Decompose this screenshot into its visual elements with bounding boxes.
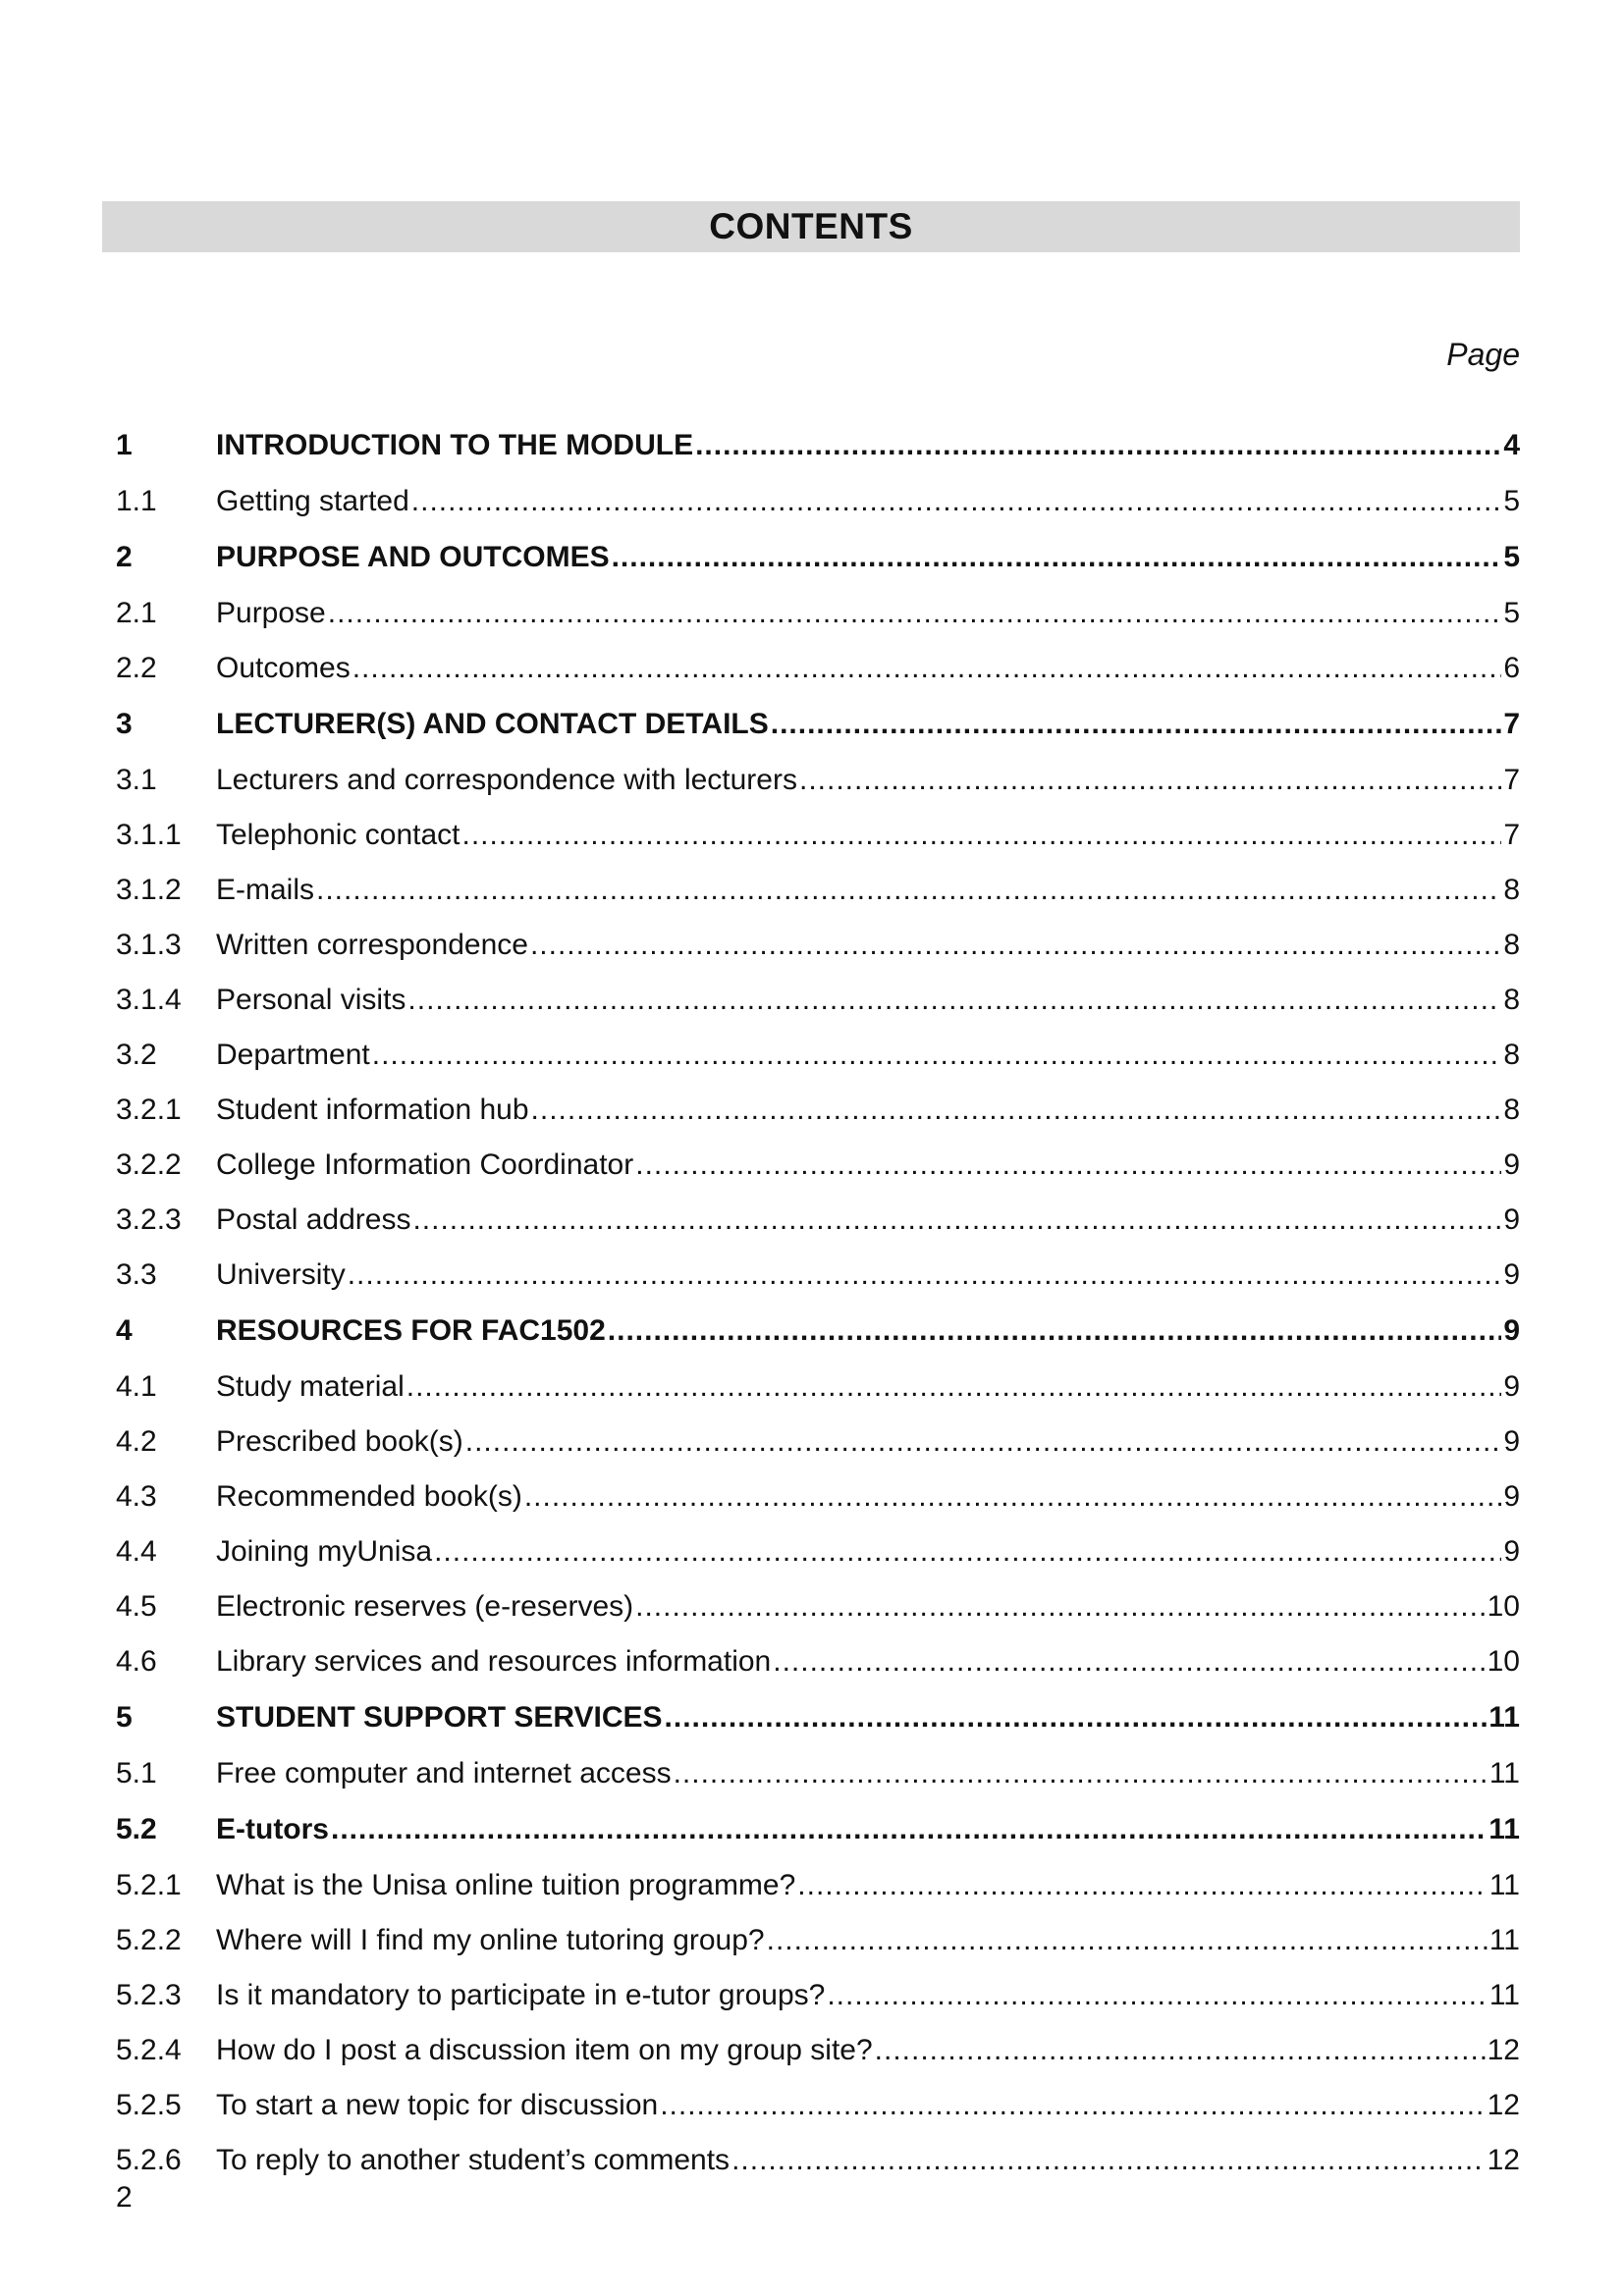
toc-section-number: 3.2.3	[116, 1203, 182, 1236]
toc-section-number: 5.2.2	[116, 1924, 182, 1956]
toc-section-title: Student information hub	[216, 1094, 529, 1126]
toc-page-number: 11	[1489, 1701, 1520, 1734]
toc-dot-leader	[771, 708, 1502, 741]
toc-entry-line	[216, 1148, 1520, 1182]
toc-section-title: Department	[216, 1039, 370, 1071]
toc-entry-line	[216, 652, 1520, 685]
toc-entry-line	[216, 1979, 1520, 2012]
toc-dot-leader	[635, 1590, 1486, 1624]
toc-entry-line	[216, 1590, 1520, 1624]
toc-entry-line	[216, 1425, 1520, 1459]
toc-dot-leader	[348, 1258, 1502, 1292]
toc-entry[interactable]	[116, 1360, 1520, 1415]
toc-section-number: 2	[116, 541, 133, 573]
toc-dot-leader	[635, 1148, 1501, 1182]
toc-entry[interactable]	[116, 474, 1520, 529]
contents-banner	[102, 201, 1520, 252]
toc-page-number: 11	[1489, 1813, 1520, 1845]
toc-entry[interactable]	[116, 1689, 1520, 1746]
toc-dot-leader	[695, 429, 1501, 462]
toc-section-title: What is the Unisa online tuition programme?	[216, 1869, 796, 1901]
toc-section-number: 3.2	[116, 1039, 157, 1071]
toc-page-number: 9	[1503, 1480, 1520, 1513]
toc-section-number: 3	[116, 708, 133, 740]
toc-section-title: College Information Coordinator	[216, 1148, 634, 1181]
toc-entry[interactable]	[116, 1634, 1520, 1689]
toc-dot-leader	[465, 1425, 1502, 1459]
toc-entry[interactable]	[116, 918, 1520, 973]
toc-entry[interactable]	[116, 1138, 1520, 1193]
toc-entry[interactable]	[116, 1469, 1520, 1524]
toc-section-title: E-tutors	[216, 1813, 329, 1845]
toc-section-number: 5.1	[116, 1757, 157, 1789]
toc-dot-leader	[531, 1094, 1502, 1127]
toc-section-title: Prescribed book(s)	[216, 1425, 463, 1458]
toc-section-title: To start a new topic for discussion	[216, 2089, 659, 2121]
toc-section-title: LECTURER(S) AND CONTACT DETAILS	[216, 708, 769, 740]
toc-entry-line	[216, 1480, 1520, 1514]
toc-page-number: 12	[1487, 2089, 1520, 2121]
toc-section-title: Study material	[216, 1370, 405, 1403]
toc-section-title: University	[216, 1258, 346, 1291]
toc-entry-line	[216, 1094, 1520, 1127]
toc-entry[interactable]	[116, 1746, 1520, 1801]
toc-entry-line	[216, 429, 1520, 462]
toc-entry-line	[216, 1813, 1520, 1846]
toc-section-title: How do I post a discussion item on my group site?	[216, 2034, 873, 2066]
toc-section-number: 3.1	[116, 764, 157, 796]
toc-page-number: 12	[1487, 2034, 1520, 2066]
toc-page-number: 7	[1503, 708, 1520, 740]
toc-entry-line	[216, 819, 1520, 852]
toc-page-number: 11	[1489, 1979, 1520, 2011]
toc-section-title: Telephonic contact	[216, 819, 460, 851]
toc-section-number: 3.1.4	[116, 984, 182, 1016]
toc-dot-leader	[797, 1869, 1488, 1902]
toc-section-number: 3.3	[116, 1258, 157, 1291]
toc-entry[interactable]	[116, 2078, 1520, 2133]
toc-section-title: E-mails	[216, 874, 315, 906]
toc-section-title: INTRODUCTION TO THE MODULE	[216, 429, 694, 461]
toc-section-number: 2.2	[116, 652, 157, 684]
toc-entry[interactable]	[116, 808, 1520, 863]
toc-dot-leader	[875, 2034, 1486, 2067]
toc-entry[interactable]	[116, 1083, 1520, 1138]
toc-entry-line	[216, 1869, 1520, 1902]
toc-section-number: 4	[116, 1314, 133, 1347]
toc-dot-leader	[462, 819, 1502, 852]
toc-page-number: 8	[1503, 1039, 1520, 1071]
toc-entry-line	[216, 1701, 1520, 1735]
toc-page-number: 11	[1489, 1757, 1520, 1789]
toc-section-number: 5.2.5	[116, 2089, 182, 2121]
toc-dot-leader	[767, 1924, 1488, 1957]
toc-dot-leader	[530, 929, 1501, 962]
toc-page-number: 5	[1503, 541, 1520, 573]
toc-entry[interactable]	[116, 1968, 1520, 2023]
toc-dot-leader	[608, 1314, 1502, 1348]
toc-section-title: Outcomes	[216, 652, 351, 684]
toc-section-number: 5.2.3	[116, 1979, 182, 2011]
toc-page-number: 10	[1487, 1645, 1520, 1678]
toc-section-number: 4.2	[116, 1425, 157, 1458]
toc-page-number: 7	[1503, 764, 1520, 796]
toc-entry-line	[216, 1757, 1520, 1790]
toc-section-title: Free computer and internet access	[216, 1757, 672, 1789]
toc-section-number: 5.2.1	[116, 1869, 182, 1901]
toc-entry[interactable]	[116, 641, 1520, 696]
toc-section-number: 3.1.1	[116, 819, 182, 851]
toc-section-title: Library services and resources information	[216, 1645, 772, 1678]
toc-section-number: 3.1.3	[116, 929, 182, 961]
toc-section-title: Is it mandatory to participate in e-tutor groups?	[216, 1979, 826, 2011]
toc-page-number: 9	[1503, 1203, 1520, 1236]
toc-dot-leader	[524, 1480, 1502, 1514]
toc-page-number: 12	[1487, 2144, 1520, 2176]
toc-entry[interactable]	[116, 1524, 1520, 1579]
toc-section-number: 4.3	[116, 1480, 157, 1513]
toc-entry[interactable]	[116, 1579, 1520, 1634]
toc-entry-line	[216, 2034, 1520, 2067]
toc-entry-line	[216, 1314, 1520, 1348]
toc-entry[interactable]	[116, 696, 1520, 753]
toc-page-number: 9	[1503, 1535, 1520, 1568]
toc-entry[interactable]	[116, 529, 1520, 586]
toc-section-number: 3.1.2	[116, 874, 182, 906]
toc-section-number: 4.4	[116, 1535, 157, 1568]
toc-entry-line	[216, 984, 1520, 1017]
page-number: 2	[116, 2181, 133, 2214]
toc-entry[interactable]	[116, 1801, 1520, 1858]
toc-dot-leader	[434, 1535, 1501, 1569]
toc-entry[interactable]	[116, 1303, 1520, 1360]
toc-section-number: 1.1	[116, 485, 157, 517]
toc-section-title: Electronic reserves (e-reserves)	[216, 1590, 634, 1623]
toc-section-number: 2.1	[116, 597, 157, 629]
toc-page-number: 9	[1503, 1314, 1520, 1347]
toc-section-number: 5.2.6	[116, 2144, 182, 2176]
toc-section-number: 4.1	[116, 1370, 157, 1403]
toc-entry[interactable]	[116, 1028, 1520, 1083]
toc-page-number: 5	[1503, 485, 1520, 517]
toc-section-title: Getting started	[216, 485, 409, 517]
toc-entry-line	[216, 874, 1520, 907]
toc-page-number: 11	[1489, 1924, 1520, 1956]
toc-entry-line	[216, 597, 1520, 630]
toc-entry-line	[216, 485, 1520, 518]
toc-section-number: 4.6	[116, 1645, 157, 1678]
toc-entry-line	[216, 1535, 1520, 1569]
toc-section-number: 3.2.2	[116, 1148, 182, 1181]
toc-page-number: 8	[1503, 874, 1520, 906]
toc-dot-leader	[316, 874, 1501, 907]
toc-section-title: Where will I find my online tutoring group?	[216, 1924, 765, 1956]
toc-entry-line	[216, 929, 1520, 962]
toc-entry-line	[216, 1924, 1520, 1957]
toc-page-number: 9	[1503, 1370, 1520, 1403]
toc-dot-leader	[612, 541, 1502, 574]
toc-page-number: 9	[1503, 1258, 1520, 1291]
toc-section-title: To reply to another student’s comments	[216, 2144, 731, 2176]
toc-section-number: 3.2.1	[116, 1094, 182, 1126]
toc-section-number: 5.2	[116, 1813, 157, 1845]
toc-page-number: 8	[1503, 929, 1520, 961]
toc-entry-line	[216, 1258, 1520, 1292]
toc-entry[interactable]	[116, 863, 1520, 918]
toc-entry-line	[216, 708, 1520, 741]
page-title: CONTENTS	[709, 206, 913, 246]
toc-dot-leader	[660, 2089, 1485, 2122]
toc-section-title: Joining myUnisa	[216, 1535, 433, 1568]
toc-entry-line	[216, 1370, 1520, 1404]
toc-entry-line	[216, 1645, 1520, 1679]
toc-page-number: 6	[1503, 652, 1520, 684]
toc-page-number: 9	[1503, 1425, 1520, 1458]
toc-section-title: Postal address	[216, 1203, 411, 1236]
toc-dot-leader	[773, 1645, 1485, 1679]
toc-section-title: Lecturers and correspondence with lecturers	[216, 764, 797, 796]
toc-entry-line	[216, 2089, 1520, 2122]
toc-entry[interactable]	[116, 973, 1520, 1028]
toc-page-number: 4	[1503, 429, 1520, 461]
toc-entry[interactable]	[116, 417, 1520, 474]
toc-page-number: 11	[1489, 1869, 1520, 1901]
toc-dot-leader	[407, 984, 1501, 1017]
toc-page-number: 7	[1503, 819, 1520, 851]
toc-dot-leader	[827, 1979, 1488, 2012]
toc-section-title: Personal visits	[216, 984, 406, 1016]
toc-dot-leader	[331, 1813, 1487, 1846]
toc-dot-leader	[406, 1370, 1502, 1404]
toc-page-number: 5	[1503, 597, 1520, 629]
toc-entry[interactable]	[116, 2133, 1520, 2188]
toc-page-number: 10	[1487, 1590, 1520, 1623]
toc-dot-leader	[412, 1203, 1501, 1237]
toc-section-number: 1	[116, 429, 133, 461]
toc-entry-line	[216, 1203, 1520, 1237]
toc-entry[interactable]	[116, 2023, 1520, 2078]
toc-entry[interactable]	[116, 1858, 1520, 1913]
toc-entry[interactable]	[116, 586, 1520, 641]
toc-dot-leader	[352, 652, 1502, 685]
toc-entry[interactable]	[116, 1248, 1520, 1303]
toc-entry-line	[216, 1039, 1520, 1072]
toc-entry[interactable]	[116, 1415, 1520, 1469]
toc-dot-leader	[372, 1039, 1502, 1072]
toc-section-number: 4.5	[116, 1590, 157, 1623]
toc-section-number: 5.2.4	[116, 2034, 182, 2066]
toc-section-title: Purpose	[216, 597, 326, 629]
toc-entry-line	[216, 764, 1520, 797]
toc-dot-leader	[411, 485, 1502, 518]
toc-section-title: Recommended book(s)	[216, 1480, 522, 1513]
toc-page-number: 9	[1503, 1148, 1520, 1181]
toc-section-title: Written correspondence	[216, 929, 528, 961]
toc-dot-leader	[799, 764, 1501, 797]
toc-section-title: STUDENT SUPPORT SERVICES	[216, 1701, 663, 1734]
toc-section-number: 5	[116, 1701, 133, 1734]
toc-entry-line	[216, 2144, 1520, 2177]
toc-entry-line	[216, 541, 1520, 574]
toc-dot-leader	[731, 2144, 1486, 2177]
toc-entry[interactable]	[116, 753, 1520, 808]
table-of-contents	[116, 417, 1520, 2188]
toc-page-number: 8	[1503, 1094, 1520, 1126]
toc-section-title: PURPOSE AND OUTCOMES	[216, 541, 610, 573]
toc-entry[interactable]	[116, 1193, 1520, 1248]
toc-dot-leader	[674, 1757, 1488, 1790]
page-column-label: Page	[1446, 337, 1520, 372]
toc-dot-leader	[328, 597, 1502, 630]
toc-dot-leader	[665, 1701, 1488, 1735]
toc-entry[interactable]	[116, 1913, 1520, 1968]
toc-section-title: RESOURCES FOR FAC1502	[216, 1314, 606, 1347]
toc-page-number: 8	[1503, 984, 1520, 1016]
